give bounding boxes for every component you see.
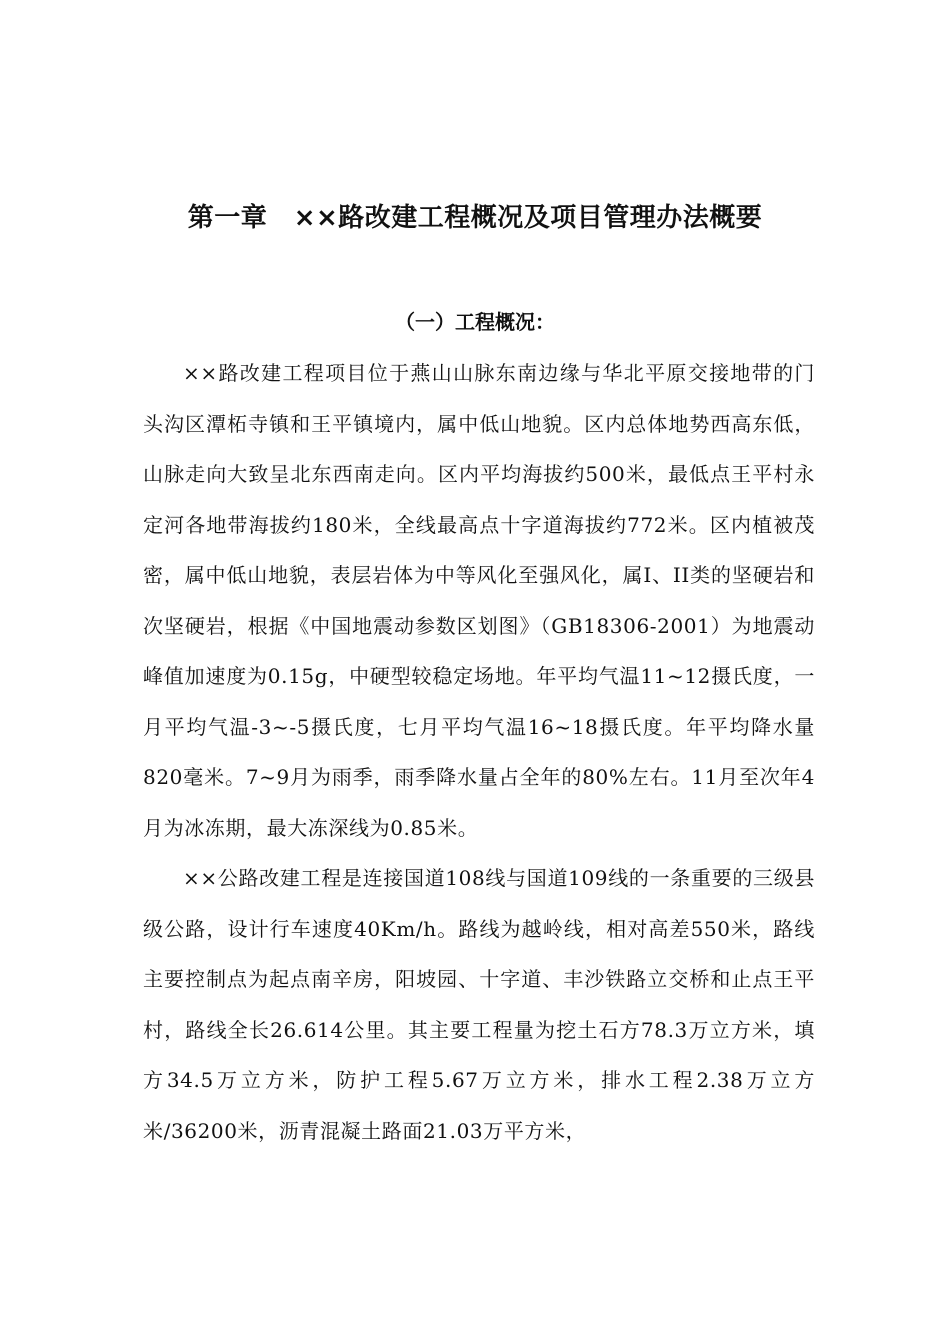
body-text	[143, 348, 815, 1156]
section-title: （一）工程概况：	[395, 310, 555, 334]
paragraph-project-overview: ××路改建工程项目位于燕山山脉东南边缘与华北平原交接地带的门头沟区潭柘寺镇和王平镇境内，属中低山地貌。区内总体地势西高东低，山脉走向大致呈北东西南走向。区内平均海拔约500米，最低点王平村永定河各地带海拔约180米，全线最高点十字道海拔约772米。区内植被茂密，属中低山地貌，表层岩体为中等风化至强风化，属I、II类的坚硬岩和次坚硬岩，根据《中国地震动参数区划图》（GB18306-2001）为地震动峰值加速度为0.15g，中硬型较稳定场地。年平均气温11~12摄氏度，一月平均气温-3~-5摄氏度，七月平均气温16~18摄氏度。年平均降水量820毫米。7~9月为雨季，雨季降水量占全年的80%左右。11月至次年4月为冰冻期，最大冻深线为0.85米。	[143, 361, 815, 840]
paragraph-road-details: ××公路改建工程是连接国道108线与国道109线的一条重要的三级县级公路，设计行车速度40Km/h。路线为越岭线，相对高差550米，路线主要控制点为起点南辛房，阳坡园、十字道、丰沙铁路立交桥和止点王平村，路线全长26.614公里。其主要工程量为挖土石方78.3万立方米，填方34.5万立方米，防护工程5.67万立方米，排水工程2.38万立方米/36200米，沥青混凝土路面21.03万平方米，	[143, 866, 815, 1143]
chapter-title: 第一章 ××路改建工程概况及项目管理办法概要	[187, 203, 763, 233]
